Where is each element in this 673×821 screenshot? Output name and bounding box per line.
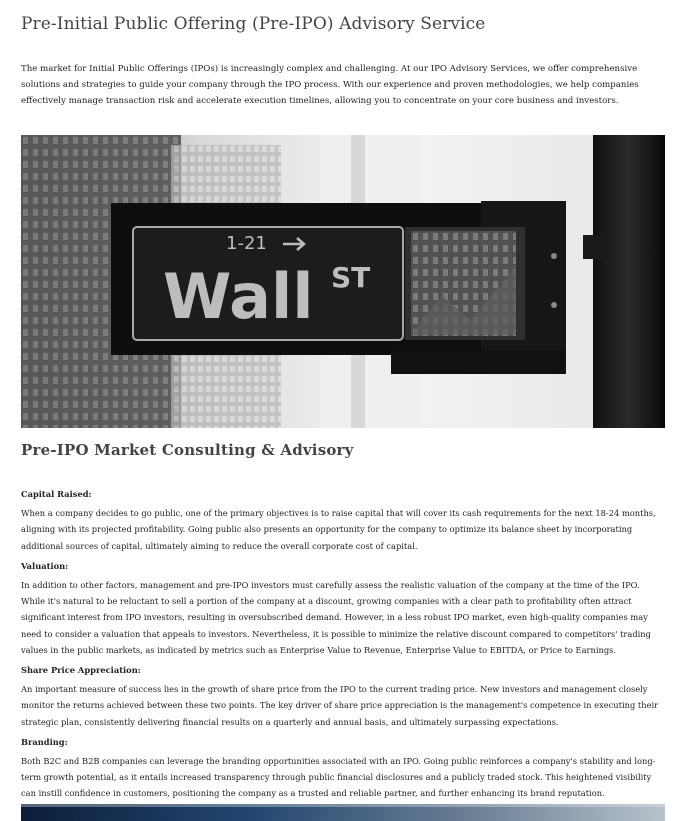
share-price-text: An important measure of success lies in the growth of share price from the IPO to the current trading price. New investors and management closely monitor the returns achieved between these two points. The key driver of share price appreciation is the management's competence in executing their strategic plan, consistently delivering financial results on a quarterly and annual basis, and ultimately surpassing expectations. xyxy=(21,684,659,727)
stock-ticker-photo xyxy=(21,804,665,821)
wall-street-sign-image xyxy=(21,135,665,428)
branding-label: Branding: xyxy=(21,736,68,747)
capital-raised-text: When a company decides to go public, one of the primary objectives is to raise capital that will cover its cash requirements for the next 18-24 months, aligning with its projected profitability. Going public also presents an opportunity for the company to optimize its balance sheet by incorporating additional sources of capital, ultimately aiming to reduce the overall corporate cost of capital. xyxy=(21,508,656,551)
share-price-label: Share Price Appreciation: xyxy=(21,665,141,676)
valuation-text: In addition to other factors, management and pre-IPO investors must carefully assess the realistic valuation of the company at the time of the IPO. While it's natural to be reluctant to sell a portion of the company at a discount, growing companies with a clear path to profitability often attract significant interest from IPO investors, resulting in oversubscribed demand. However, in a less robust IPO market, even high-quality companies may need to consider a valuation that appeals to investors. Nevertheless, it is possible to minimize the relative discount compared to competitors' trading values in the public markets, as indicated by metrics such as Enterprise Value to Revenue, Enterprise Value to EBITDA, or Price to Earnings. xyxy=(21,580,651,655)
sign-street-text: Wall xyxy=(163,260,314,333)
sign-suffix-text: ST xyxy=(331,261,371,294)
branding-text: Both B2C and B2B companies can leverage the branding opportunities associated with an IPO. Going public reinforces a company's stability and long-term growth potential, as it entails increased transparency through public financial disclosures and a publicly traded stock. This heightened visibility can instill confidence in customers, positioning the company as a trusted and reliable partner, and further enhancing its brand reputation. xyxy=(21,756,656,799)
sign-number-text: 1-21 xyxy=(226,233,267,254)
section-title: Pre-IPO Market Consulting & Advisory xyxy=(21,441,354,459)
capital-raised-label: Capital Raised: xyxy=(21,489,92,499)
advisory-content xyxy=(21,486,661,806)
page-title: Pre-Initial Public Offering (Pre-IPO) Advisory Service xyxy=(21,14,486,34)
valuation-label: Valuation: xyxy=(21,560,69,571)
wall-street-sign-photo xyxy=(21,135,665,428)
stock-ticker-image xyxy=(21,804,665,821)
intro-paragraph: The market for Initial Public Offerings (IPOs) is increasingly complex and challenging. At our IPO Advisory Services, we offer comprehensive solutions and strategies to guide your company through the IPO process. With our experience and proven methodologies, we help companies effectively manage transaction risk and accelerate execution timelines, allowing you to concentrate on your core business and investors. xyxy=(21,64,639,106)
